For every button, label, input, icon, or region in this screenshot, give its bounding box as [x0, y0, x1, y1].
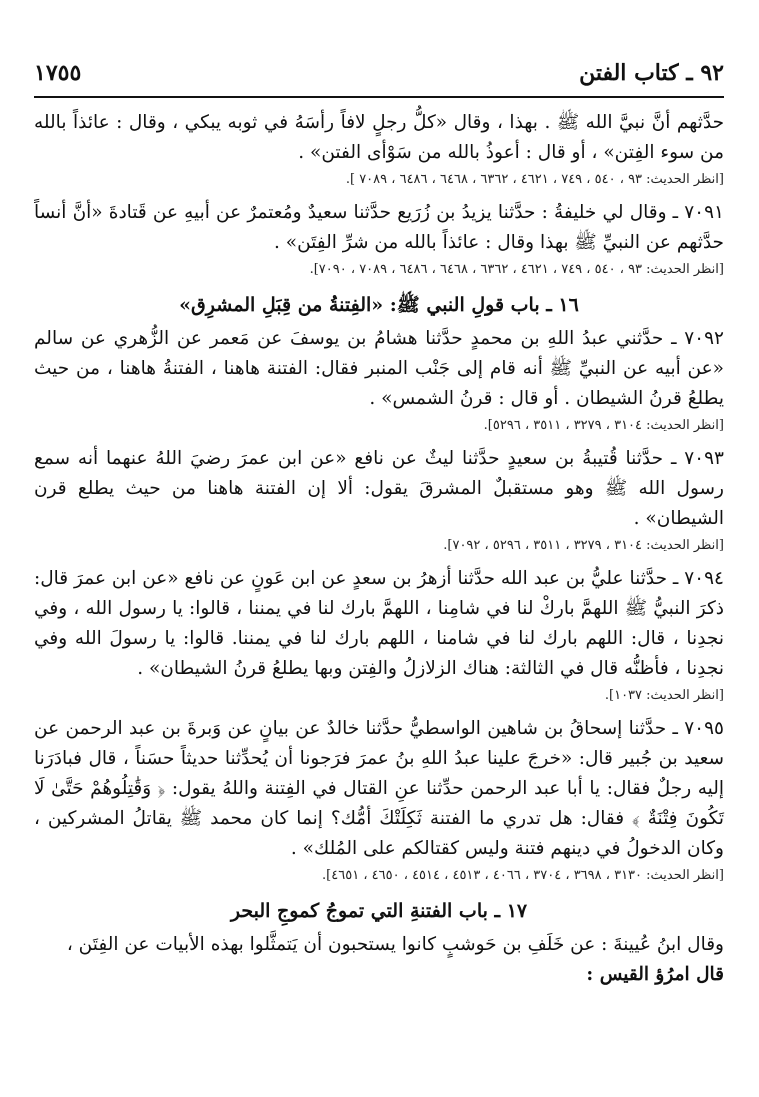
header-divider	[34, 96, 724, 98]
running-header	[34, 60, 724, 96]
hadith-paragraph: ٧٠٩٣ ـ حدَّثنا قُتيبةُ بن سعيدٍ حدَّثنا ليثٌ عن نافع «عن ابن عمرَ رضيَ اللهُ عنهما أنه سمع رسول الله ﷺ وهو مستقبلٌ المشرقَ يقول: ألا إن الفتنة هاهنا من حيث يطلع قرن الشيطان» .	[34, 448, 724, 529]
hadith-reference: [انظر الحديث: ٩٣ ، ٥٤٠ ، ٧٤٩ ، ٤٦٢١ ، ٦٣٦٢ ، ٦٤٦٨ ، ٦٤٨٦ ، ٧٠٨٩ ].	[345, 172, 724, 187]
poet-intro: قال امرُؤ القيس :	[586, 964, 724, 985]
hadith-reference: [انظر الحديث: ٣١٠٤ ، ٣٢٧٩ ، ٣٥١١ ، ٥٢٩٦ ، ٧٠٩٢].	[443, 538, 724, 553]
hadith-paragraph: ٧٠٩٤ ـ حدَّثنا عليُّ بن عبد الله حدَّثنا أزهرُ بن سعدٍ عن ابن عَونٍ عن نافع «عن ابن عمرَ قال: ذكرَ النبيُّ ﷺ اللهمَّ باركْ لنا في شامِنا ، اللهمَّ بارك لنا في يمننا ، قالوا: يا رسول الله ، وفي نجدِنا ، قال: اللهم بارك لنا في شامنا ، اللهم بارك لنا في يمننا. قالوا: يا رسولَ الله وفي نجدِنا ، فأظنُّه قال في الثالثة: هناك الزلازلُ والفِتن وبها يطلعُ قرنُ الشيطان» .	[34, 568, 724, 679]
chapter-heading: ١٧ ـ باب الفتنةِ التي تموجُ كموجِ البحر	[230, 900, 528, 922]
page-header	[34, 60, 724, 96]
hadith-reference: [انظر الحديث: ٣١٣٠ ، ٣٦٩٨ ، ٣٧٠٤ ، ٤٠٦٦ ، ٤٥١٣ ، ٤٥١٤ ، ٤٦٥٠ ، ٤٦٥١].	[322, 868, 724, 883]
hadith-reference: [انظر الحديث: ٩٣ ، ٥٤٠ ، ٧٤٩ ، ٤٦٢١ ، ٦٣٦٢ ، ٦٤٦٨ ، ٦٤٨٦ ، ٧٠٨٩ ، ٧٠٩٠].	[309, 262, 724, 277]
page-body	[34, 108, 724, 990]
chapter-title: ٩٢ ـ كتاب الفتن	[579, 60, 724, 86]
body-paragraph: وقال ابنُ عُيينةَ : عن خَلَفِ بن حَوشبٍ كانوا يستحبون أن يَتمثَّلوا بهذه الأبيات عن الفِتَن ،	[66, 934, 724, 955]
page-number: ١٧٥٥	[34, 60, 82, 86]
hadith-paragraph: ٧٠٩٢ ـ حدَّثني عبدُ اللهِ بن محمدٍ حدَّثنا هشامُ بن يوسفَ عن مَعمر عن الزُّهري عن سالم «عن أبيه عن النبيِّ ﷺ أنه قام إلى جَنْب المنبر فقال: الفتنة هاهنا ، الفتنةُ هاهنا ، من حيث يطلعُ قرنُ الشيطان . أو قال : قرنُ الشمس» .	[34, 328, 724, 409]
hadith-reference: [انظر الحديث: ٣١٠٤ ، ٣٢٧٩ ، ٣٥١١ ، ٥٢٩٦].	[483, 418, 724, 433]
hadith-paragraph: ٧٠٩٥ ـ حدَّثنا إسحاقُ بن شاهين الواسطيُّ حدَّثنا خالدٌ عن بيانٍ عن وَبرةَ بن عبد الرحمن عن سعيد بن جُبير قال: «خرجَ علينا عبدُ اللهِ بنُ عمرَ فرَجونا أن يُحدِّثنا حديثاً حسَناً ، قال فبادَرَنا إليه رجلٌ فقال: يا أبا عبد الرحمن حدِّثنا عنِ القتال في الفِتنة واللهُ يقول: ﴿ وَقَٰتِلُوهُمْ حَتَّىٰ لَا تَكُونَ فِتْنَةٌ ﴾ فقال: هل تدري ما الفتنة ثَكِلَتْكَ أمُّك؟ إنما كان محمد ﷺ يقاتلُ المشركين ، وكان الدخولُ في دينهم فتنة وليس كقتالكم على المُلك» .	[34, 718, 724, 859]
hadith-paragraph: ٧٠٩١ ـ وقال لي خليفةُ : حدَّثنا يزيدُ بن زُرَيع حدَّثنا سعيدٌ ومُعتمرٌ عن أبيهِ عن قَتادةَ «أنَّ أنساً حدَّثهم عن النبيِّ ﷺ بهذا وقال : عائذاً بالله من شرِّ الفِتَن» .	[34, 202, 724, 253]
hadith-paragraph: حدَّثهم أنَّ نبيَّ الله ﷺ . بهذا ، وقال «كلُّ رجلٍ لافاً رأسَهُ في ثوبه يبكي ، وقال : عائذاً بالله من سوء الفِتن» ، أو قال : أعوذُ بالله من سَوْأى الفتن» .	[34, 112, 724, 163]
chapter-heading: ١٦ ـ باب قولِ النبي ﷺ: «الفِتنةُ من قِبَلِ المشرِق»	[179, 294, 579, 316]
hadith-reference: [انظر الحديث: ١٠٣٧].	[604, 688, 724, 703]
